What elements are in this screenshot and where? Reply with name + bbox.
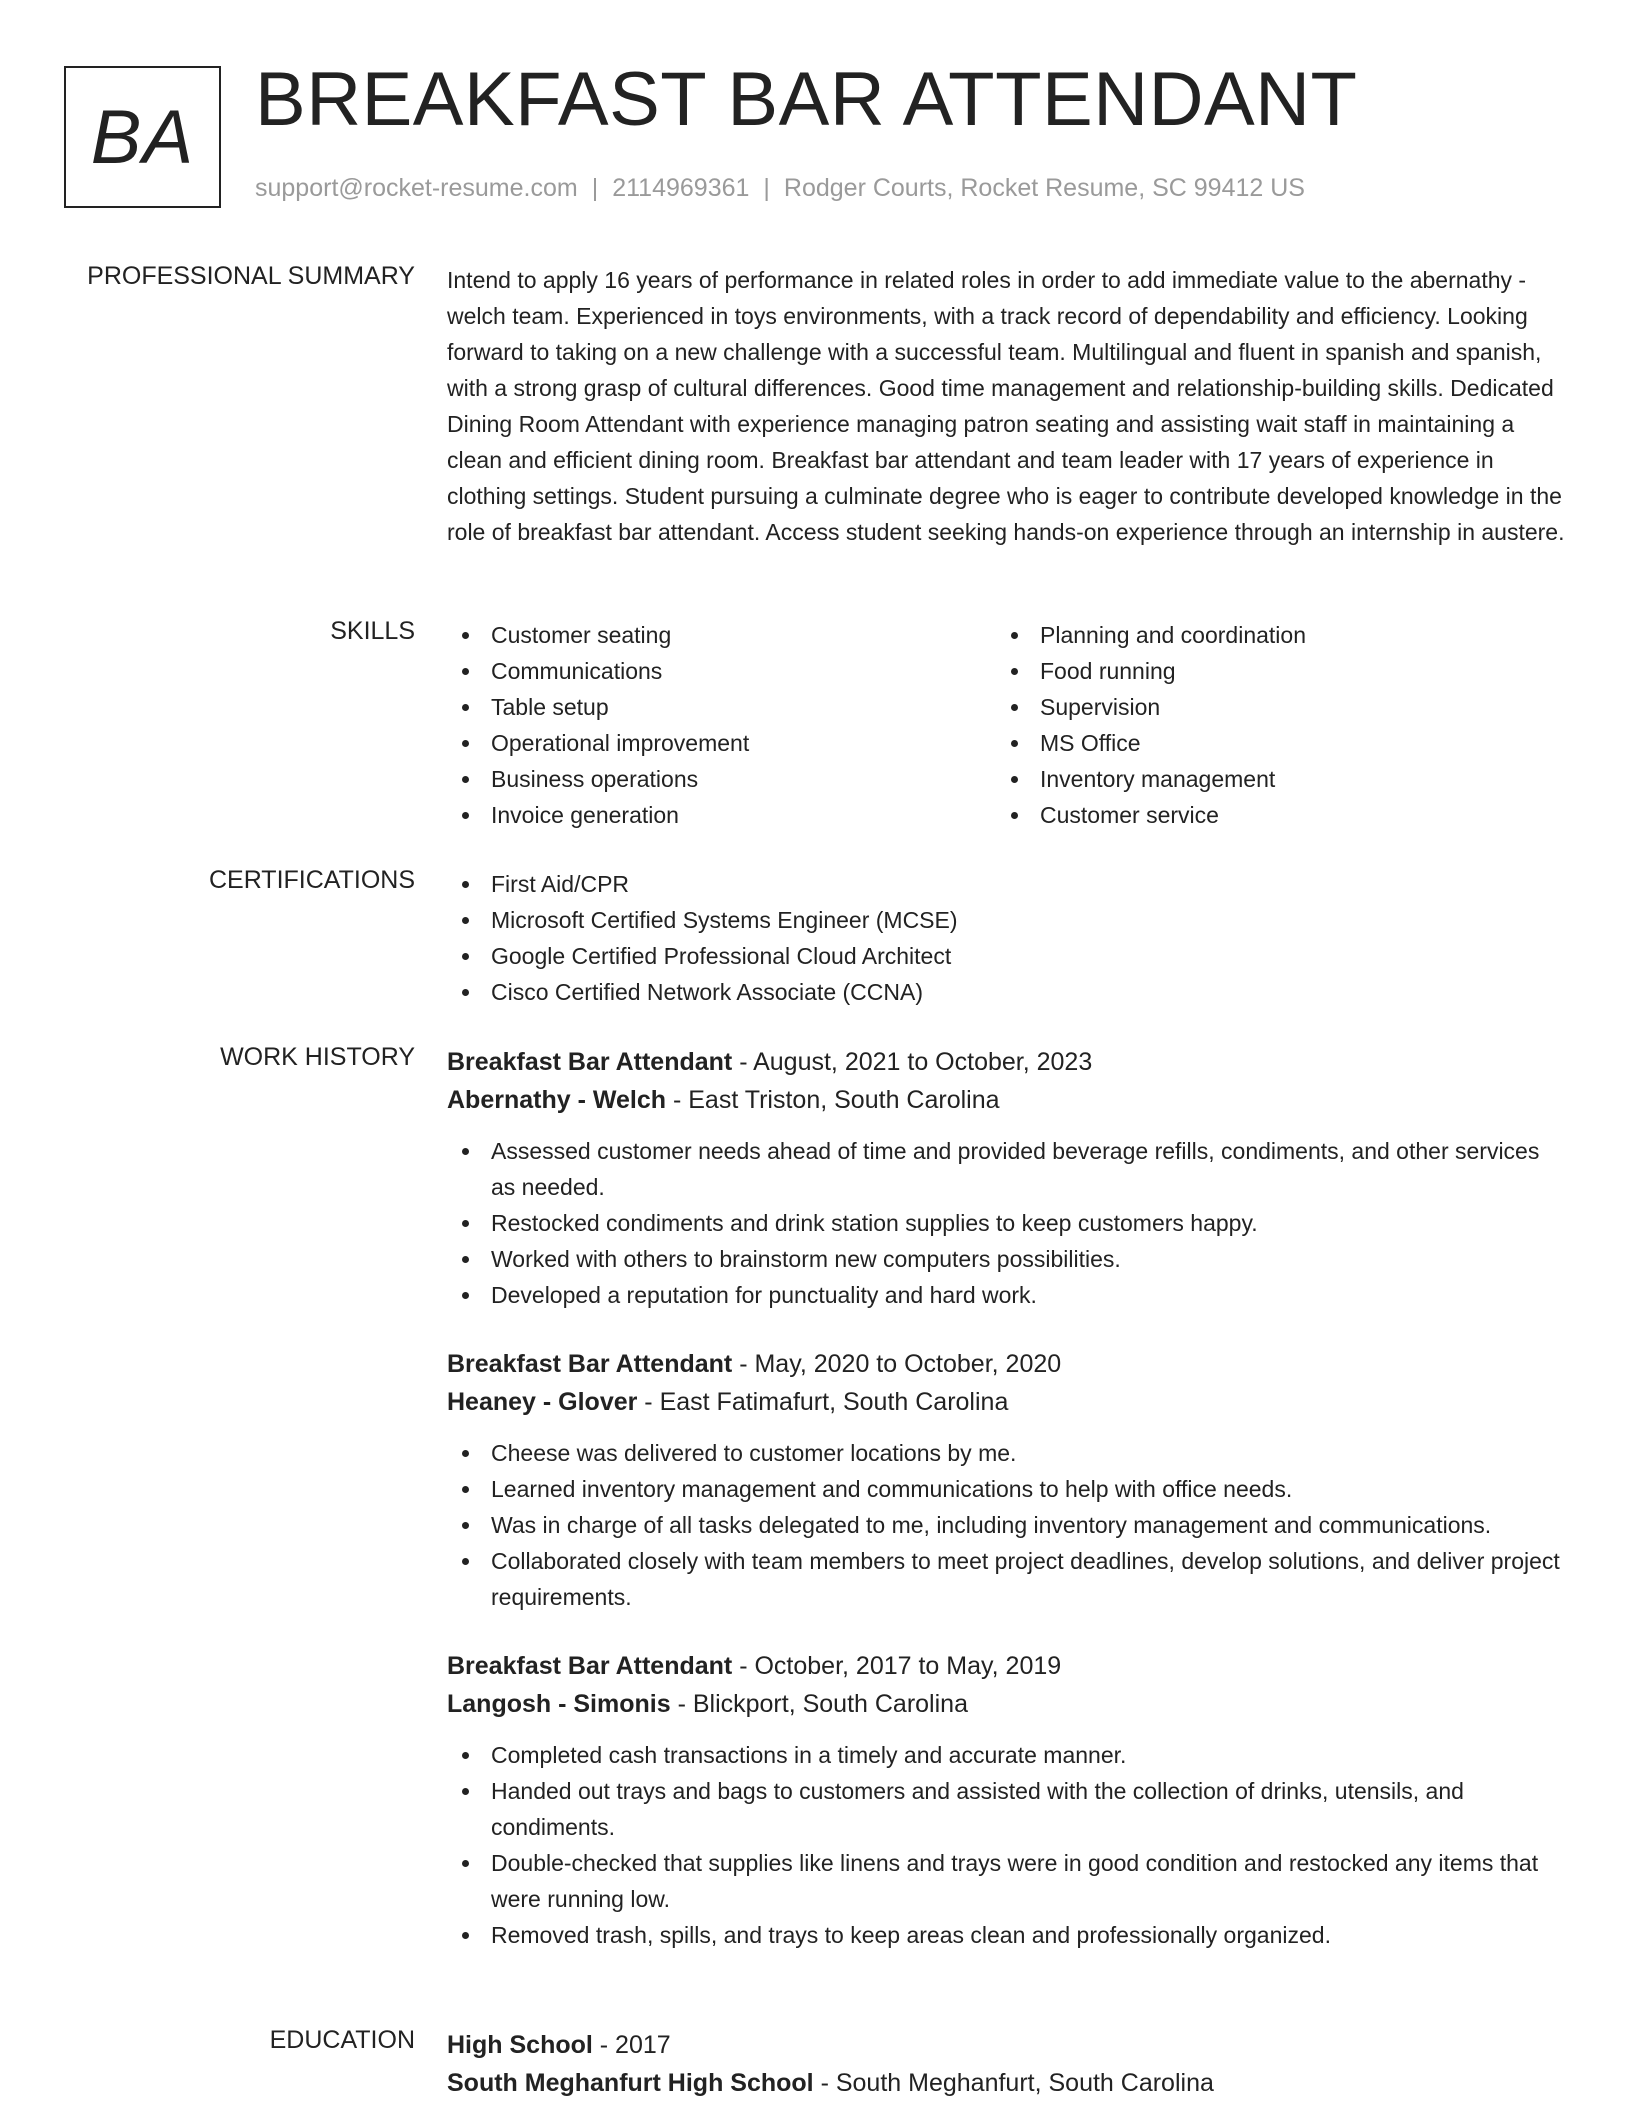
summary-body	[447, 262, 1567, 550]
skill-item: Inventory management	[996, 761, 1545, 797]
contact-line	[255, 174, 1305, 203]
job-entry	[447, 1345, 1567, 1615]
certification-item: Google Certified Professional Cloud Architect	[447, 938, 1567, 974]
monogram-logo: BA	[64, 66, 221, 208]
skill-item: Invoice generation	[447, 797, 996, 833]
job-dates: - May, 2020 to October, 2020	[732, 1350, 1062, 1378]
job-duty: Learned inventory management and communications to help with office needs.	[447, 1471, 1567, 1507]
job-duties-list	[447, 1435, 1567, 1615]
resume-title: BREAKFAST BAR ATTENDANT	[255, 57, 1358, 142]
skill-item: MS Office	[996, 725, 1545, 761]
section-label-certifications: CERTIFICATIONS	[208, 866, 415, 894]
job-duty: Was in charge of all tasks delegated to me, including inventory management and communications.	[447, 1507, 1567, 1543]
job-duty: Removed trash, spills, and trays to keep areas clean and professionally organized.	[447, 1917, 1567, 1953]
certifications-list	[447, 866, 1567, 1010]
job-company: Langosh - Simonis	[447, 1690, 671, 1718]
job-location: - East Triston, South Carolina	[666, 1086, 1000, 1114]
skill-item: Food running	[996, 653, 1545, 689]
job-entry	[447, 1043, 1567, 1313]
job-location: - Blickport, South Carolina	[670, 1690, 968, 1718]
job-duty: Completed cash transactions in a timely and accurate manner.	[447, 1737, 1567, 1773]
job-title-line	[447, 1345, 1567, 1383]
job-duties-list	[447, 1133, 1567, 1313]
contact-email[interactable]: support@rocket-resume.com	[255, 174, 578, 202]
skill-item: Operational improvement	[447, 725, 996, 761]
summary-text: Intend to apply 16 years of performance in related roles in order to add immediate value to the abernathy - welch team. Experienced in toys environments, with a track record of dependability and efficiency. Looking forward to taking on a new challenge with a successful team. Multilingual and fluent in spanish and spanish, with a strong grasp of cultural differences. Good time management and relationship-building skills. Dedicated Dining Room Attendant with experience managing patron seating and assisting wait staff in maintaining a clean and efficient dining room. Breakfast bar attendant and team leader with 17 years of experience in clothing settings. Student pursuing a culminate degree who is eager to contribute developed knowledge in the role of breakfast bar attendant. Access student seeking hands-on experience through an internship in austere.	[447, 267, 1565, 545]
job-company: Abernathy - Welch	[447, 1086, 667, 1114]
education-degree-line	[447, 2026, 1567, 2064]
skill-item: Planning and coordination	[996, 617, 1545, 653]
education-location: - South Meghanfurt, South Carolina	[813, 2069, 1214, 2097]
education-school-line	[447, 2064, 1567, 2102]
job-org-line	[447, 1081, 1567, 1119]
job-duty: Cheese was delivered to customer locations by me.	[447, 1435, 1567, 1471]
job-org-line	[447, 1383, 1567, 1421]
job-duty: Restocked condiments and drink station supplies to keep customers happy.	[447, 1205, 1567, 1241]
skill-item: Business operations	[447, 761, 996, 797]
section-label-work-history: WORK HISTORY	[220, 1043, 415, 1071]
education-school: South Meghanfurt High School	[447, 2069, 814, 2097]
job-duty: Assessed customer needs ahead of time and provided beverage refills, condiments, and other services as needed.	[447, 1133, 1567, 1205]
skill-item: Communications	[447, 653, 996, 689]
skills-list-left	[447, 617, 996, 833]
job-dates: - October, 2017 to May, 2019	[732, 1652, 1062, 1680]
job-org-line	[447, 1685, 1567, 1723]
contact-address: Rodger Courts, Rocket Resume, SC 99412 US	[783, 174, 1305, 202]
job-duty: Collaborated closely with team members to meet project deadlines, develop solutions, and deliver project requirements.	[447, 1543, 1567, 1615]
contact-separator: |	[763, 174, 770, 202]
certification-item: First Aid/CPR	[447, 866, 1567, 902]
section-label-education: EDUCATION	[269, 2026, 415, 2054]
skill-item: Customer service	[996, 797, 1545, 833]
job-dates: - August, 2021 to October, 2023	[732, 1048, 1093, 1076]
job-duty: Double-checked that supplies like linens and trays were in good condition and restocked any items that were running low.	[447, 1845, 1567, 1917]
job-title: Breakfast Bar Attendant	[447, 1350, 733, 1378]
skill-item: Supervision	[996, 689, 1545, 725]
skill-item: Table setup	[447, 689, 996, 725]
education-degree: High School	[447, 2031, 593, 2059]
skills-list-right	[996, 617, 1545, 833]
education-year: - 2017	[592, 2031, 671, 2059]
education-body	[447, 2026, 1567, 2102]
skills-body	[447, 617, 1567, 833]
certification-item: Microsoft Certified Systems Engineer (MCSE)	[447, 902, 1567, 938]
job-entry	[447, 1647, 1567, 1953]
job-duty: Worked with others to brainstorm new computers possibilities.	[447, 1241, 1567, 1277]
skill-item: Customer seating	[447, 617, 996, 653]
job-duties-list	[447, 1737, 1567, 1953]
job-duty: Developed a reputation for punctuality and hard work.	[447, 1277, 1567, 1313]
job-company: Heaney - Glover	[447, 1388, 638, 1416]
job-location: - East Fatimafurt, South Carolina	[637, 1388, 1009, 1416]
section-label-skills: SKILLS	[330, 617, 415, 645]
job-duty: Handed out trays and bags to customers and assisted with the collection of drinks, utensils, and condiments.	[447, 1773, 1567, 1845]
certification-item: Cisco Certified Network Associate (CCNA)	[447, 974, 1567, 1010]
work-history-body	[447, 1043, 1567, 1985]
job-title-line	[447, 1647, 1567, 1685]
job-title: Breakfast Bar Attendant	[447, 1048, 733, 1076]
job-title: Breakfast Bar Attendant	[447, 1652, 733, 1680]
certifications-body	[447, 866, 1567, 1010]
section-label-summary: PROFESSIONAL SUMMARY	[87, 262, 415, 290]
contact-separator: |	[591, 174, 599, 202]
job-title-line	[447, 1043, 1567, 1081]
contact-phone[interactable]: 2114969361	[612, 174, 750, 202]
